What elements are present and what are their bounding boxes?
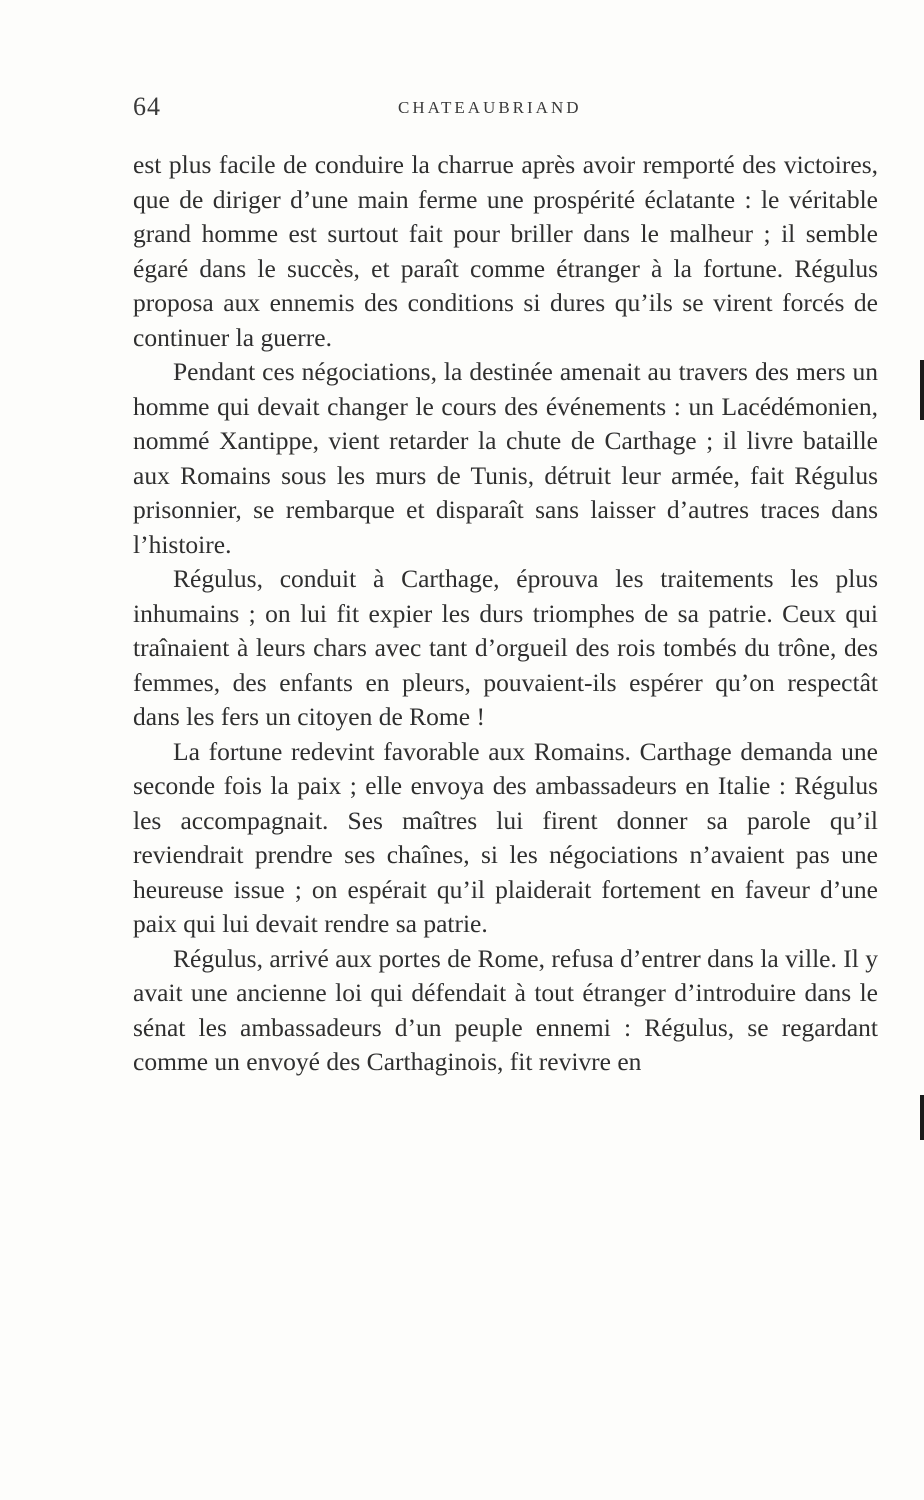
- paragraph-4: La fortune redevint favorable aux Romains. Carthage demanda une seconde fois la paix ; elle envoya des ambassadeurs en Italie : Régulus les accompagnait. Ses maîtres lui firent donner sa parole qu’il reviendrait prendre ses chaînes, si les négociations n’avaient pas une heureuse issue ; on espérait qu’il plaiderait fortement en faveur d’une paix qui lui devait rendre sa patrie.: [133, 736, 878, 938]
- paragraph-3: Régulus, conduit à Carthage, éprouva les traitements les plus inhumains ; on lui fit expier les durs triomphes de sa patrie. Ceux qui traînaient à leurs chars avec tant d’orgueil des rois tombés du trône, des femmes, des enfants en pleurs, pouvaient-ils espérer qu’on respectât dans les fers un citoyen de Rome !: [133, 564, 878, 731]
- paragraph-2: Pendant ces négociations, la destinée amenait au travers des mers un homme qui devait changer le cours des événements : un Lacédémonien, nommé Xantippe, vient retarder la chute de Carthage ; il livre bataille aux Romains sous les murs de Tunis, détruit leur armée, fait Régulus prisonnier, se rembarque et disparaît sans laisser d’autres traces dans l’histoire.: [133, 357, 878, 559]
- scan-edge-mark: [920, 360, 924, 420]
- body-text: [133, 148, 878, 1080]
- page-header: [133, 92, 878, 122]
- page-number: 64: [133, 92, 161, 121]
- scan-edge-mark: [920, 1095, 924, 1140]
- running-head: CHATEAUBRIAND: [398, 98, 582, 117]
- paragraph-5: Régulus, arrivé aux portes de Rome, refusa d’entrer dans la ville. Il y avait une ancienne loi qui défendait à tout étranger d’introduire dans le sénat les ambassadeurs d’un peuple ennemi : Régulus, se regardant comme un envoyé des Carthaginois, fit revivre en: [133, 943, 878, 1076]
- paragraph-1: est plus facile de conduire la charrue après avoir remporté des victoires, que de diriger d’une main ferme une prospérité éclatante : le véritable grand homme est surtout fait pour briller dans le malheur ; il semble égaré dans le succès, et paraît comme étranger à la fortune. Régulus proposa aux ennemis des conditions si dures qu’ils se virent forcés de continuer la guerre.: [133, 150, 878, 352]
